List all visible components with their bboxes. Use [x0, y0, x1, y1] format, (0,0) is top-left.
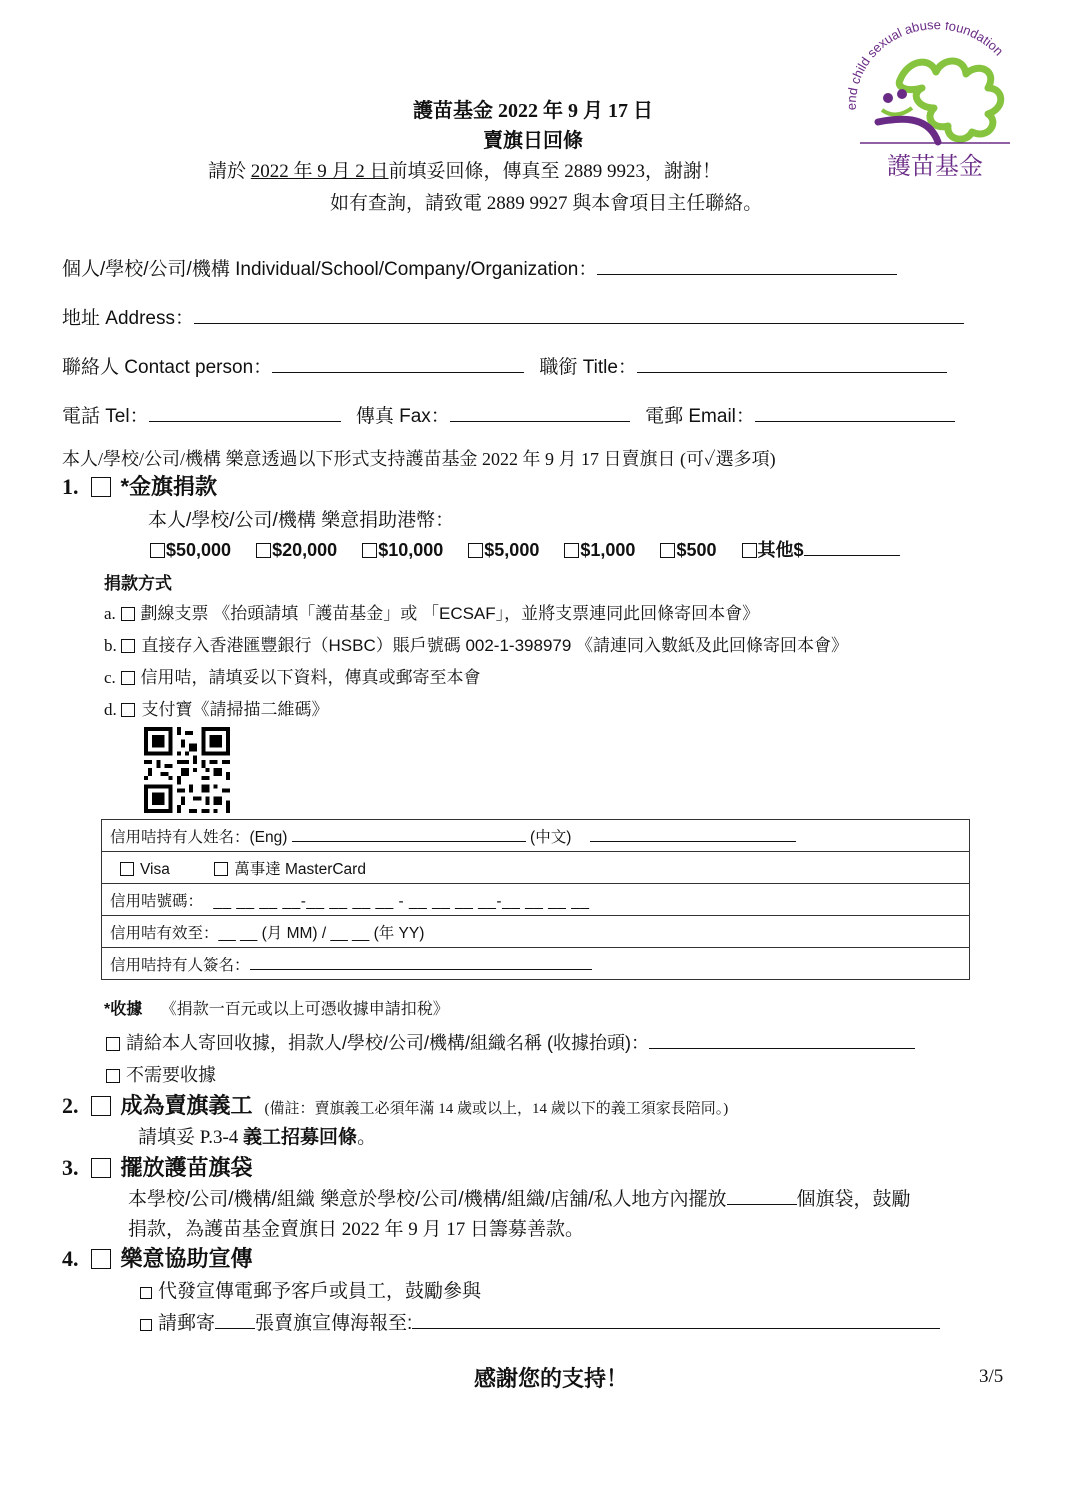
receipt-heading: [104, 996, 449, 1019]
payment-method-b[interactable]: b. 直接存入香港匯豐銀行（HSBC）賬戶號碼 002-1-398979 《請連同入數紙及此回條寄回本會》: [104, 636, 849, 655]
fax-input[interactable]: [450, 403, 630, 422]
section3-text-line2: 捐款，為護苗基金賣旗日 2022 年 9 月 17 日籌募善款。: [128, 1219, 585, 1240]
title-input[interactable]: [637, 354, 947, 373]
section4-option1[interactable]: 代發宣傳電郵予客戶或員工，鼓勵參與: [140, 1276, 481, 1303]
page-subtitle: 賣旗日回條: [483, 130, 583, 152]
card-holder-label: 信用咭持有人姓名：(Eng): [110, 828, 288, 846]
poster-address-input[interactable]: [412, 1312, 940, 1329]
receipt-note: 《捐款一百元或以上可憑收據申請扣稅》: [160, 1001, 449, 1018]
receipt-title: *收據: [104, 1001, 143, 1018]
section4-checkbox[interactable]: [91, 1249, 111, 1269]
visa-checkbox[interactable]: [120, 862, 134, 876]
card-holder-row: [102, 820, 970, 852]
amount-option-other[interactable]: 其他$: [742, 540, 900, 560]
card-holder-cn-input[interactable]: [590, 827, 796, 842]
payment-method-d[interactable]: d. 支付寶《請掃描二維碼》: [104, 700, 329, 719]
section3-title: 擺放護苗旗袋: [120, 1155, 253, 1180]
amount-option[interactable]: $1,000: [564, 540, 635, 560]
amount-option[interactable]: $20,000: [256, 540, 337, 560]
logo-arc-text: end child sexual abuse foundation: [843, 22, 1007, 111]
tel-input[interactable]: [149, 403, 341, 422]
page-title: 護苗基金 2022 年 9 月 17 日: [413, 100, 653, 122]
tel-label: 電話 Tel：: [62, 406, 149, 427]
payment-method-a[interactable]: a. 劃線支票 《抬頭請填「護苗基金」或 「ECSAF」，並將支票連同此回條寄回本會》: [104, 604, 760, 623]
enquiry-line: 如有查詢，請致電 2889 9927 與本會項目主任聯絡。: [330, 193, 763, 214]
deadline-instruction: 請於 2022 年 9 月 2 日前填妥回條，傳真至 2889 9923，謝謝！: [208, 161, 722, 182]
section1-number: 1.: [62, 474, 79, 499]
amount-option[interactable]: $5,000: [468, 540, 539, 560]
card-holder-cn-label: (中文): [530, 828, 572, 846]
phone-field-row: [62, 401, 955, 428]
alipay-qr-code: [143, 727, 231, 813]
mastercard-option[interactable]: 萬事達 MasterCard: [214, 861, 366, 878]
title-label: 職銜 Title：: [539, 357, 637, 378]
poster-count-input[interactable]: [215, 1312, 255, 1329]
amount-options: [150, 536, 900, 562]
amount-option[interactable]: $500: [660, 540, 716, 560]
email-label: 電郵 Email：: [645, 406, 755, 427]
other-amount-input[interactable]: [804, 539, 900, 556]
payment-method-c[interactable]: c. 信用咭，請填妥以下資料，傳真或郵寄至本會: [104, 668, 481, 687]
credit-card-form: [101, 819, 970, 980]
amount-option[interactable]: $50,000: [150, 540, 231, 560]
flag-bag-count-input[interactable]: [727, 1188, 797, 1205]
thanks-text: 感謝您的支持！: [474, 1366, 629, 1391]
card-signature-input[interactable]: [250, 955, 592, 970]
section3-checkbox[interactable]: [91, 1158, 111, 1178]
volunteer-form-ref: 義工招募回條: [243, 1127, 358, 1148]
address-field-row: [62, 303, 964, 330]
amount-checkbox[interactable]: [150, 543, 165, 558]
address-label: 地址 Address：: [62, 308, 194, 329]
card-holder-eng-input[interactable]: [292, 827, 526, 842]
card-number-row: [102, 884, 970, 916]
address-input[interactable]: [194, 305, 964, 324]
section4-option2[interactable]: 請郵寄 張賣旗宣傳海報至:: [140, 1308, 940, 1335]
card-signature-label: 信用咭持有人簽名：: [110, 956, 250, 974]
logo-name: 護苗基金: [887, 152, 983, 180]
amount-option[interactable]: $10,000: [362, 540, 443, 560]
section2-checkbox[interactable]: [91, 1096, 111, 1116]
section2-number: 2.: [62, 1093, 79, 1118]
visa-option[interactable]: Visa: [120, 861, 170, 878]
section3-heading: [62, 1151, 253, 1182]
card-number-input[interactable]: __ __ __ __-__ __ __ __ - __ __ __ __-__ __ __ __: [213, 892, 590, 910]
section1-heading: [62, 470, 217, 501]
section1-title: *金旗捐款: [120, 474, 218, 499]
section3-text-line1: 本學校/公司/機構/組織 樂意於學校/公司/機構/組織/店舖/私人地方內擺放 個旗袋，鼓勵: [128, 1189, 911, 1210]
section4-number: 4.: [62, 1246, 79, 1271]
org-input[interactable]: [597, 256, 897, 275]
payment-method-title: 捐款方式: [104, 574, 172, 593]
fax-label: 傳真 Fax：: [355, 406, 450, 427]
card-expiry-input[interactable]: __ __ (月 MM) / __ __ (年 YY): [218, 924, 425, 942]
page-number: 3/5: [979, 1366, 1004, 1387]
contact-person-label: 聯絡人 Contact person：: [62, 357, 273, 378]
contact-field-row: [62, 352, 947, 379]
section2-heading: [62, 1089, 728, 1120]
card-type-row: [102, 852, 970, 884]
deadline-date: 2022 年 9 月 2 日: [250, 161, 389, 182]
card-signature-row: [102, 948, 970, 980]
section3-number: 3.: [62, 1155, 79, 1180]
donate-text: 本人/學校/公司/機構 樂意捐助港幣：: [148, 510, 455, 531]
mastercard-checkbox[interactable]: [214, 862, 228, 876]
receipt-option-send[interactable]: 請給本人寄回收據，捐款人/學校/公司/機構/組織名稱 (收據抬頭)：: [106, 1029, 915, 1055]
support-intro: 本人/學校/公司/機構 樂意透過以下形式支持護苗基金 2022 年 9 月 17 日賣旗日 (可✓選多項): [62, 449, 776, 469]
section2-line: 請填妥 P.3-4 義工招募回條。: [138, 1127, 377, 1148]
card-expiry-label: 信用咭有效至：: [110, 924, 219, 942]
section4-title: 樂意協助宣傳: [120, 1246, 253, 1271]
card-expiry-row: [102, 916, 970, 948]
receipt-name-input[interactable]: [649, 1032, 915, 1049]
section2-note: (備註：賣旗義工必須年滿 14 歲或以上，14 歲以下的義工須家長陪同。): [264, 1101, 729, 1117]
org-field-row: [62, 254, 897, 281]
section2-title: 成為賣旗義工: [120, 1093, 253, 1118]
email-input[interactable]: [755, 403, 955, 422]
section4-heading: [62, 1242, 253, 1273]
org-label: 個人/學校/公司/機構 Individual/School/Company/Organization：: [62, 259, 598, 280]
contact-person-input[interactable]: [272, 354, 524, 373]
receipt-option-none[interactable]: 不需要收據: [106, 1061, 216, 1087]
section1-checkbox[interactable]: [91, 477, 111, 497]
card-number-label: 信用咭號碼：: [110, 892, 204, 910]
